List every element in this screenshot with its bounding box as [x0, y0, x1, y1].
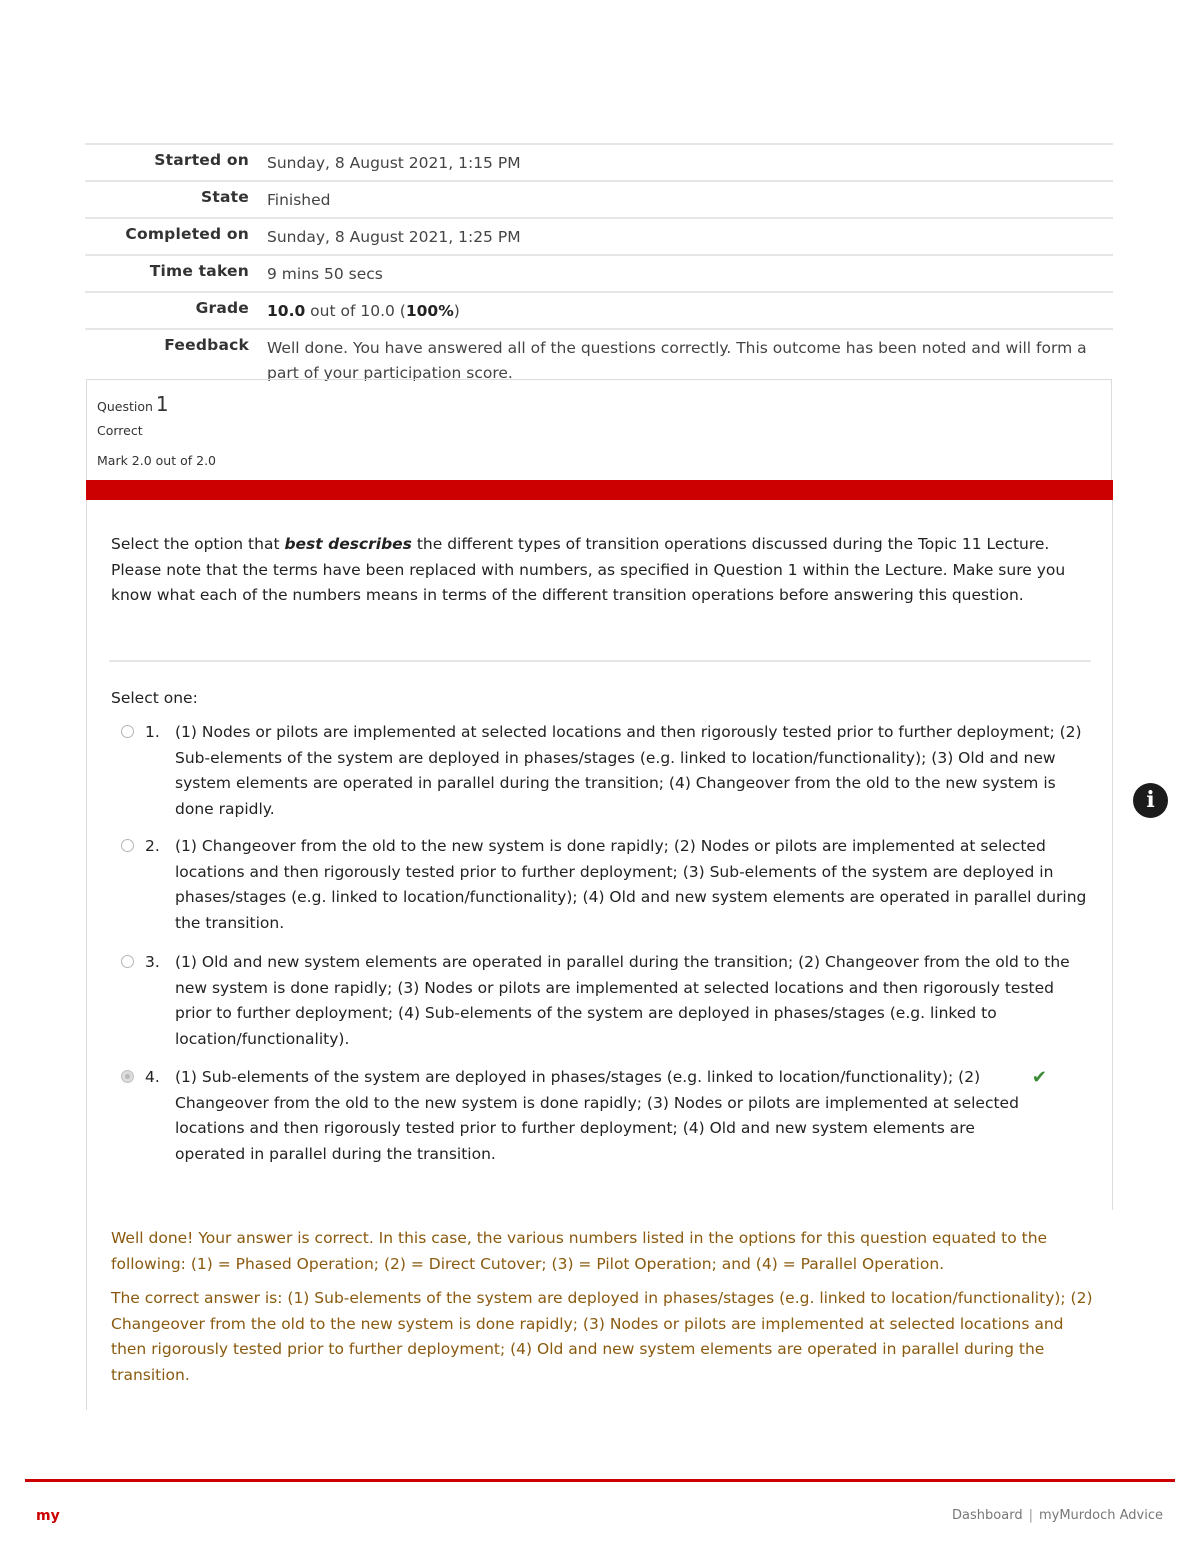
feedback-label: Feedback	[164, 336, 249, 354]
general-feedback: Well done! Your answer is correct. In this case, the various numbers listed in the options for this question equated to the following: (1) = Phased Operation; (2) = Direct Cutover; (3) = Pilot Operation; and (4) = Parallel Operation.	[111, 1229, 1048, 1273]
summary-row-completed	[85, 218, 1113, 255]
question-label: Question	[97, 399, 153, 414]
footer-logo[interactable]: my	[36, 1508, 60, 1524]
summary-row-state	[85, 181, 1113, 218]
option-text: (1) Sub-elements of the system are deployed in phases/stages (e.g. linked to location/functionality); (2) Changeover from the old to the new system is done rapidly; (3) Nodes or pilots are implemented at selected locations and then rigorously tested prior to further deployment; (4) Old and new system elements are operated in parallel during the transition.	[175, 1068, 1019, 1163]
option-text: (1) Old and new system elements are operated in parallel during the transition; (2) Changeover from the old to the new system is done rapidly; (3) Nodes or pilots are implemented at selected locations and then rigorously tested prior to further deployment; (4) Sub-elements of the system are deployed in phases/stages (e.g. linked to location/functionality).	[175, 953, 1070, 1048]
select-one-prompt: Select one:	[111, 689, 198, 707]
quiz-summary-table	[85, 143, 1113, 390]
grade-percent: 100%	[405, 302, 454, 320]
dashboard-link[interactable]: Dashboard	[952, 1508, 1023, 1523]
started-value: Sunday, 8 August 2021, 1:15 PM	[267, 154, 521, 172]
question-divider	[109, 660, 1091, 662]
grade-score: 10.0	[267, 302, 306, 320]
grade-value	[267, 292, 1113, 329]
time-taken-value: 9 mins 50 secs	[267, 265, 383, 283]
correct-check-icon: ✔	[1031, 1067, 1047, 1088]
question-text-before: Select the option that	[111, 535, 285, 553]
footer-separator: |	[1028, 1508, 1033, 1523]
question-mark: Mark 2.0 out of 2.0	[97, 453, 216, 468]
advice-link[interactable]: myMurdoch Advice	[1038, 1508, 1163, 1523]
question-text-after: the different types of transition operations discussed during the Topic 11 Lecture. Please note that the terms have been replaced with numbers, as specified in Question 1 within the Lecture. Make sure you know what each of the numbers means in terms of the different transition operations before answering this question.	[111, 535, 1066, 604]
question-number	[97, 392, 169, 416]
option-text: (1) Changeover from the old to the new system is done rapidly; (2) Nodes or pilots are implemented at selected locations and then rigorously tested prior to further deployment; (3) Sub-elements of the system are deployed in phases/stages (e.g. linked to location/functionality); (4) Old and new system elements are operated in parallel during the transition.	[175, 837, 1087, 932]
summary-row-grade	[85, 292, 1113, 329]
option-text: (1) Nodes or pilots are implemented at selected locations and then rigorously tested prior to further deployment; (2) Sub-elements of the system are deployed in phases/stages (e.g. linked to location/functionality); (3) Old and new system elements are operated in parallel during the transition; (4) Changeover from the old to the new system is done rapidly.	[175, 723, 1082, 818]
answer-feedback	[86, 1210, 1113, 1410]
option-number: 4.	[145, 1068, 160, 1086]
radio-button[interactable]	[121, 839, 134, 852]
question-divider-bar	[86, 480, 1113, 500]
question-text-emphasis: best describes	[284, 535, 412, 553]
completed-label: Completed on	[125, 225, 249, 243]
completed-value: Sunday, 8 August 2021, 1:25 PM	[267, 228, 521, 246]
summary-row-time	[85, 255, 1113, 292]
started-label: Started on	[154, 151, 249, 169]
radio-button[interactable]	[121, 725, 134, 738]
question-content	[86, 500, 1113, 1210]
correct-answer-feedback: The correct answer is: (1) Sub-elements of the system are deployed in phases/stages (e.g. linked to location/functionality); (2) Changeover from the old to the new system is done rapidly; (3) Nodes or pilots are implemented at selected locations and then rigorously tested prior to further deployment; (4) Old and new system elements are operated in parallel during the transition.	[111, 1289, 1093, 1384]
option-number: 1.	[145, 723, 160, 741]
question-text	[111, 532, 1071, 609]
footer-divider	[25, 1479, 1175, 1482]
grade-label: Grade	[195, 299, 249, 317]
summary-row-started	[85, 144, 1113, 181]
question-state: Correct	[97, 423, 143, 438]
question-info-panel	[86, 379, 1112, 480]
radio-button[interactable]	[121, 955, 134, 968]
option-number: 2.	[145, 837, 160, 855]
info-icon[interactable]: i	[1133, 783, 1168, 818]
radio-button-selected[interactable]	[121, 1070, 134, 1083]
question-number-value: 1	[155, 392, 169, 416]
state-label: State	[201, 188, 249, 206]
time-taken-label: Time taken	[149, 262, 249, 280]
grade-close: )	[453, 302, 460, 320]
state-value: Finished	[267, 191, 331, 209]
grade-out-of: out of 10.0 (	[305, 302, 406, 320]
option-number: 3.	[145, 953, 160, 971]
footer-links	[952, 1508, 1163, 1523]
feedback-value: Well done. You have answered all of the questions correctly. This outcome has been noted and will form a part of your participation score.	[267, 339, 1087, 382]
